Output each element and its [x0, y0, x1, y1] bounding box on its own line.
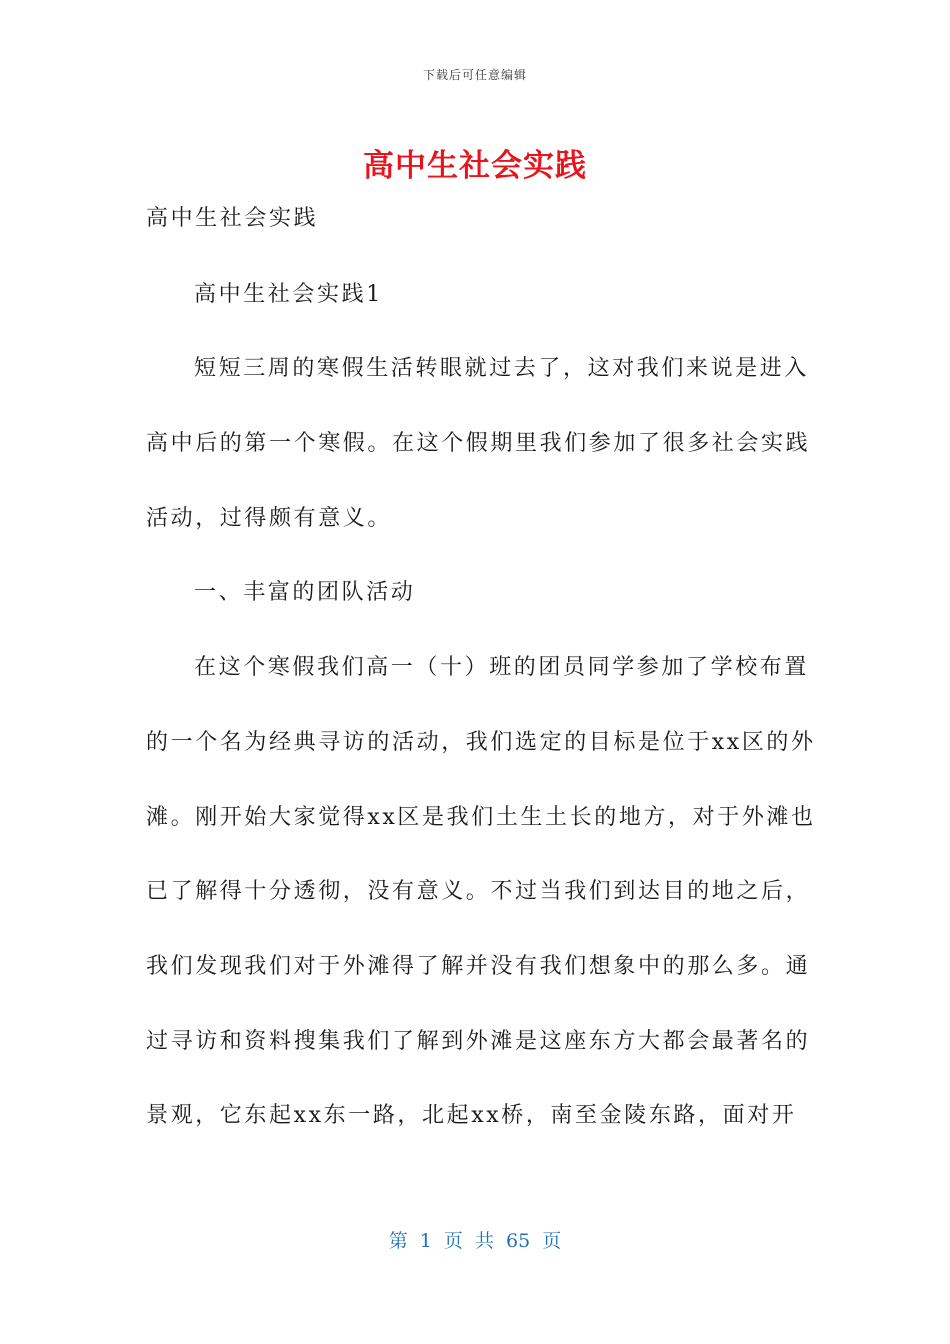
paragraph-line: 已了解得十分透彻，没有意义。不过当我们到达目的地之后，	[146, 879, 811, 904]
paragraph-line: 高中后的第一个寒假。在这个假期里我们参加了很多社会实践	[146, 431, 811, 456]
paragraph-line: 滩。刚开始大家觉得xx区是我们土生土长的地方，对于外滩也	[146, 805, 816, 830]
paragraph-line: 景观，它东起xx东一路，北起xx桥，南至金陵东路，面对开	[146, 1103, 797, 1128]
document-title: 高中生社会实践	[363, 148, 587, 184]
page-number-footer: 第 1 页 共 65 页	[388, 1230, 562, 1252]
header-note: 下载后可任意编辑	[422, 68, 527, 82]
section-heading-team-activities: 一、丰富的团队活动	[194, 580, 416, 605]
doc-subtitle: 高中生社会实践	[146, 206, 319, 231]
paragraph-line: 过寻访和资料搜集我们了解到外滩是这座东方大都会最著名的	[146, 1029, 811, 1054]
paragraph-line: 在这个寒假我们高一（十）班的团员同学参加了学校布置	[194, 655, 810, 680]
paragraph-line: 的一个名为经典寻访的活动，我们选定的目标是位于xx区的外	[146, 730, 816, 755]
paragraph-line: 短短三周的寒假生活转眼就过去了，这对我们来说是进入	[194, 356, 810, 381]
paragraph-line: 我们发现我们对于外滩得了解并没有我们想象中的那么多。通	[146, 954, 811, 979]
paragraph-line: 活动，过得颇有意义。	[146, 506, 393, 531]
section-heading-1: 高中生社会实践1	[194, 282, 383, 307]
